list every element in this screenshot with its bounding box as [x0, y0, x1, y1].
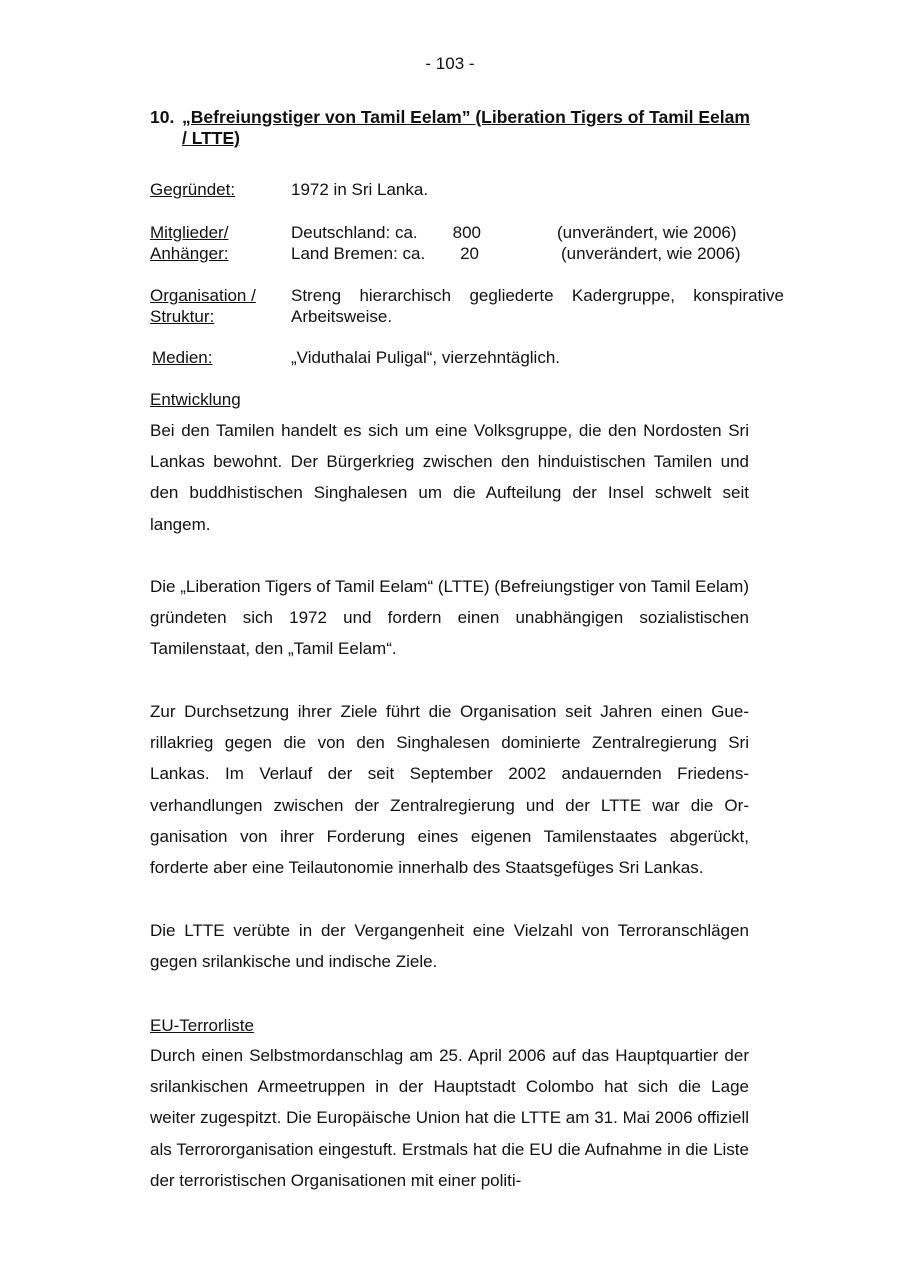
members-place: Deutschland: ca.: [291, 223, 418, 242]
members-place: Land Bremen: ca.: [291, 244, 426, 263]
members-label: Mitglieder/ Anhänger:: [150, 223, 229, 263]
development-paragraph-3: Zur Durchsetzung ihrer Ziele führt die Organisation seit Jahren einen Guerillakrieg gegen die von den Singhalesen dominierte Zentralregierung Sri Lankas. Im Verlauf der seit September 2002 andauernden Friedensverhandlungen zwischen der Zentralregierung und der LTTE war die Organisation von ihrer Forderung eines eigenen Tamilenstaates abgerückt, forderte aber eine Teilautonomie innerhalb des Staatsgefüges Sri Lankas.: [150, 702, 749, 878]
page-number: - 103 -: [425, 54, 475, 73]
section-heading-block: [150, 107, 750, 149]
organisation-label: Organisation / Struktur:: [150, 286, 256, 326]
founded-value: 1972 in Sri Lanka.: [291, 180, 429, 199]
members-count: 800: [452, 223, 481, 242]
members-count: 20: [460, 244, 479, 263]
media-label: Medien:: [152, 348, 213, 367]
development-paragraph-2: Die „Liberation Tigers of Tamil Eelam“ (LTTE) (Befreiungstiger von Tamil Eelam) gründeten sich 1972 und fordern einen unabhängigen sozialistischen Tamilenstaat, den „Tamil Eelam“.: [150, 577, 749, 659]
members-row-germany: [291, 222, 761, 243]
eu-terror-list-paragraph: Durch einen Selbstmordanschlag am 25. April 2006 auf das Hauptquartier der srilankischen Armeetruppen in der Hauptstadt Colombo hat sich die Lage weiter zugespitzt. Die Europäische Union hat die LTTE am 31. Mai 2006 offiziell als Terrororganisation eingestuft. Erstmals hat die EU die Aufnahme in die Liste der terroristischen Organisationen mit einer politi-: [150, 1046, 749, 1190]
section-title: „Befreiungstiger von Tamil Eelam” (Liberation Tigers of Tamil Eelam / LTTE): [182, 107, 750, 148]
members-note: (unverändert, wie 2006): [561, 244, 741, 263]
members-row-bremen: [291, 243, 761, 264]
founded-label: Gegründet:: [150, 180, 236, 199]
organisation-value: Streng hierarchisch gegliederte Kadergruppe, konspirative Arbeitsweise.: [291, 286, 784, 326]
section-number: 10.: [150, 107, 175, 127]
development-paragraph-1: Bei den Tamilen handelt es sich um eine Volksgruppe, die den Nordosten Sri Lankas bewohnt. Der Bürgerkrieg zwischen den hinduistischen Tamilen und den buddhistischen Singhalesen um die Aufteilung der Insel schwelt seit langem.: [150, 421, 749, 534]
development-heading: Entwicklung: [150, 390, 241, 409]
development-paragraph-4: Die LTTE verübte in der Vergangenheit eine Vielzahl von Terroranschlägen gegen srilankische und indische Ziele.: [150, 921, 749, 972]
eu-terror-list-heading: EU-Terrorliste: [150, 1016, 254, 1035]
members-note: (unverändert, wie 2006): [557, 223, 737, 242]
media-value: „Viduthalai Puligal“, vierzehntäglich.: [291, 348, 561, 367]
